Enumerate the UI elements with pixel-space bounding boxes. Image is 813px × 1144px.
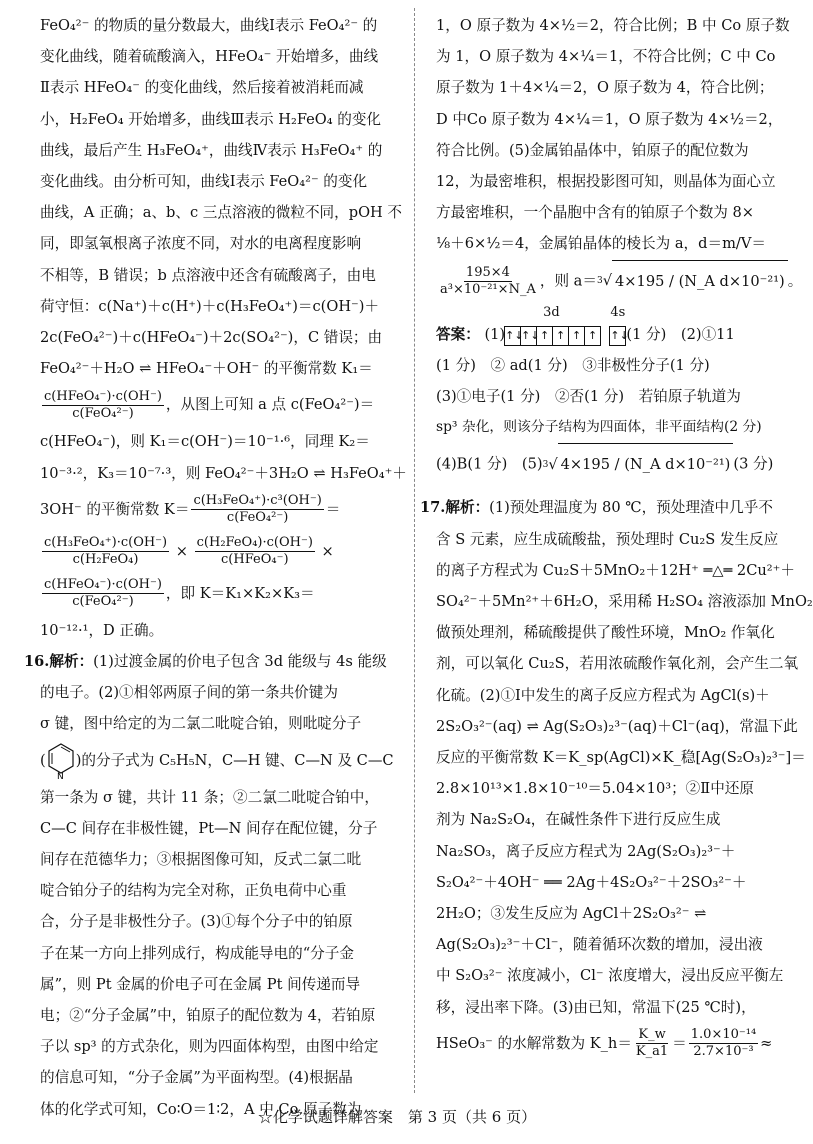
text-line: D 中Co 原子数为 4×¼＝1，O 原子数为 4×½＝2， [436,110,783,128]
text-line: 12，为最密堆积，根据投影图可知，则晶体为面心立 [436,173,776,191]
text-line: 中 S₂O₃²⁻ 浓度减小，Cl⁻ 浓度增大，浸出反应平衡左 [436,967,784,985]
text-line: 合，分子是非极性分子。(3)①每个分子中的铂原 [40,913,353,931]
text-line: 反应的平衡常数 K＝K_sp(AgCl)×K_稳[Ag(S₂O₃)₂³⁻]＝ [436,749,806,767]
text-line: 方最密堆积，一个晶胞中含有的铂原子个数为 8× [436,204,755,222]
text-line: 10⁻³·²，K₃＝10⁻⁷·³，则 FeO₄²⁻＋3H₂O ⇌ H₃FeO₄⁺＋ [40,464,407,482]
product-formula-line: $\frac{\text{c(H₃FeO₄⁺)·c(OH⁻)}}{\text{c(H₂FeO₄)}}$ × $\frac{\text{c(H₂FeO₄)·c(OH⁻)}}{\text{c(HFeO₄⁻)}}$ × [44,535,334,568]
text-line: FeO₄²⁻＋H₂O ⇌ HFeO₄⁻＋OH⁻ 的平衡常数 K₁＝ [40,360,373,378]
text-line: (1 分) ② ad(1 分) ③非极性分子(1 分) [436,356,710,374]
k-fraction: $\frac{\text{c(H₃FeO₄⁺)·c³(OH⁻)}}{\text{c(FeO₄²⁻)}}$ [193,493,322,526]
value-fraction: $\frac{\text{1.0×10⁻¹⁴}}{\text{2.7×10⁻³}}$ [690,1027,757,1060]
text-line: 2H₂O；③发生反应为 AgCl＋2S₂O₃²⁻ ⇌ [436,905,707,923]
q16-label: 16.解析： [24,653,94,671]
text-line: 化硫。(2)①Ⅰ中发生的离子反应方程式为 AgCl(s)＋ [436,686,770,704]
k1-fraction: $\frac{\text{c(HFeO₄⁻)·c(OH⁻)}}{\text{c(FeO₄²⁻)}}$ [44,388,162,421]
text-line: 子以 sp³ 的方式杂化，则为四面体构型，由图中给定 [40,1038,379,1056]
text-line: 剂，可以氧化 Cu₂S，若用浓硫酸作氧化剂，会产生二氧 [436,655,799,673]
q17-first-line: 17.解析：(1)预处理温度为 80 ℃，预处理渣中几乎不 [420,499,773,517]
text-line: 电；②“分子金属”中，铂原子的配位数为 4，若铂原 [40,1007,376,1025]
text-line: 变化曲线。由分析可知，曲线Ⅰ表示 FeO₄²⁻ 的变化 [40,173,368,191]
text-line: 间存在范德华力；③根据图像可知，反式二氯二吡 [40,851,362,869]
text-line: 2.8×10¹³×1.8×10⁻¹⁰＝5.04×10³；②Ⅱ中还原 [436,780,754,798]
text-line: (3)①电子(1 分) ②否(1 分) 若铂原子轨道为 [436,388,741,406]
text-line: SO₄²⁻＋5Mn²⁺＋6H₂O，采用稀 H₂SO₄ 溶液添加 MnO₂ [436,593,813,611]
text-line: S₂O₄²⁻＋4OH⁻ ══ 2Ag＋4S₂O₃²⁻＋2SO₃²⁻＋ [436,873,747,891]
text-line: Ag(S₂O₃)₂³⁻＋Cl⁻，随着循环次数的增加，浸出液 [436,936,763,954]
k1-formula-line: $\frac{\text{c(HFeO₄⁻)·c(OH⁻)}}{\text{c(FeO₄²⁻)}}$ ，从图上可知 a 点 c(FeO₄²⁻)＝ [44,388,375,421]
column-divider [414,8,415,1093]
text-line: C—C 间存在非极性键，Pt—N 间存在配位键，分子 [40,819,378,837]
q16-first-line: 16.解析：(1)过渡金属的价电子包含 3d 能级与 4s 能级 [24,653,387,671]
page-footer: ☆化学试题详解答案 第 3 页（共 6 页） [257,1108,537,1126]
text-line: 荷守恒：c(Na⁺)＋c(H⁺)＋c(H₃FeO₄⁺)＝c(OH⁻)＋ [40,297,380,315]
hydrolysis-line: HSeO₃⁻ 的水解常数为 K_h＝ $\frac{K\_w}{K\_a1}$ ＝ $\frac{\text{1.0×10⁻¹⁴}}{\text{2.7×10⁻³}}$ ≈ [436,1027,773,1060]
text-line: 剂为 Na₂S₂O₄，在碱性条件下进行反应生成 [436,811,721,829]
text-line: 为 1，O 原子数为 4×¼＝1，不符合比例；C 中 Co [436,48,776,66]
text-line: 做预处理剂，稀硫酸提供了酸性环境，MnO₂ 作氧化 [436,624,775,642]
text-line: 移，浸出率下降。(3)由已知，常温下(25 ℃时)， [436,998,756,1016]
orbital-3d: 3d ↑↓↑↓↑ ↑ ↑ ↑ [505,319,601,350]
text-line: 子在某一方向上排列成行，构成能导电的“分子金 [40,944,354,962]
text-line: σ 键，图中给定的为二氯二吡啶合铂，则吡啶分子 [40,715,362,733]
text-line: 含 S 元素，应生成硫酸盐，预处理时 Cu₂S 发生反应 [436,530,779,548]
text-line: 的信息可知，“分子金属”为平面构型。(4)根据晶 [40,1069,353,1087]
kw-fraction: $\frac{K\_w}{K\_a1}$ [635,1027,669,1060]
answer-orbital-line: 答案： (1) 3d ↑↓↑↓↑ ↑ ↑ ↑ 4s ↑↓(1 分) (2)①11 [436,319,776,350]
p1-fraction: $\frac{\text{c(H₃FeO₄⁺)·c(OH⁻)}}{\text{c(H₂FeO₄)}}$ [44,535,168,568]
text-line: 10⁻¹²·¹，D 正确。 [40,621,164,639]
text-line: Ⅱ表示 HFeO₄⁻ 的变化曲线，然后接着被消耗而减 [40,79,364,97]
text-line: FeO₄²⁻ 的物质的量分数最大，曲线Ⅰ表示 FeO₄²⁻ 的 [40,17,378,34]
text-line: 属”，则 Pt 金属的价电子可在金属 Pt 间传递而导 [40,975,361,993]
density-formula-line: $\frac{195\times 4}{\text{a³×10⁻²¹×N\_A}}$ ，则 a＝ 3 √ 4×195 / (N_A d×10⁻²¹) 。 [436,260,776,303]
pyridine-line: ( N )的分子式为 C₅H₅N，C—H 键、C—N 及 C—C [40,740,394,782]
p3-formula-line: $\frac{\text{c(HFeO₄⁻)·c(OH⁻)}}{\text{c(FeO₄²⁻)}}$ ，即 K＝K₁×K₂×K₃＝ [44,577,315,610]
q17-label: 17.解析： [420,499,490,517]
cube-root: 3 √ 4×195 / (N_A d×10⁻²¹) [597,260,788,303]
cube-root: 3 √ 4×195 / (N_A d×10⁻²¹) [543,443,734,486]
text-line: 啶合铂分子的结构为完全对称，正负电荷中心重 [40,882,347,900]
text-line: 曲线，A 正确；a、b、c 三点溶液的微粒不同，pOH 不 [40,204,402,222]
text-line: 2c(FeO₄²⁻)＋c(HFeO₄⁻)＋2c(SO₄²⁻)，C 错误；由 [40,329,383,347]
text-line: sp³ 杂化，则该分子结构为四面体，非平面结构(2 分) [436,419,762,436]
pyridine-ring-icon [46,742,76,780]
text-line: Na₂SO₃，离子反应方程式为 2Ag(S₂O₃)₂³⁻＋ [436,842,736,860]
answer-label: 答案： [436,325,480,343]
text-line: 1，O 原子数为 4×½＝2，符合比例；B 中 Co 原子数 [436,17,790,34]
text-line: 同，即氢氧根离子浓度不同，对水的电离程度影响 [40,235,362,253]
p2-fraction: $\frac{\text{c(H₂FeO₄)·c(OH⁻)}}{\text{c(HFeO₄⁻)}}$ [196,535,313,568]
text-line: 变化曲线，随着硫酸滴入，HFeO₄⁻ 开始增多，曲线 [40,48,379,66]
text-line: 不相等，B 错误；b 点溶液中还含有硫酸离子，由电 [40,266,376,284]
text-line: 小，H₂FeO₄ 开始增多，曲线Ⅲ表示 H₂FeO₄ 的变化 [40,110,382,128]
text-line: 第一条为 σ 键，共计 11 条；②二氯二吡啶合铂中， [40,788,379,806]
text-line: 曲线，最后产生 H₃FeO₄⁺，曲线Ⅳ表示 H₃FeO₄⁺ 的 [40,141,383,159]
p3-fraction: $\frac{\text{c(HFeO₄⁻)·c(OH⁻)}}{\text{c(FeO₄²⁻)}}$ [44,577,162,610]
text-line: 原子数为 1＋4×¼＝2，O 原子数为 4，符合比例； [436,79,774,97]
k-formula-line: 3OH⁻ 的平衡常数 K＝ $\frac{\text{c(H₃FeO₄⁺)·c³(OH⁻)}}{\text{c(FeO₄²⁻)}}$ ＝ [40,493,341,526]
text-line: 2S₂O₃²⁻(aq) ⇌ Ag(S₂O₃)₂³⁻(aq)＋Cl⁻(aq)，常温下此 [436,717,798,735]
right-column [420,10,813,1065]
text-line: c(HFeO₄⁻)，则 K₁＝c(OH⁻)＝10⁻¹·⁶，同理 K₂＝ [40,433,370,451]
text-line: 体的化学式可知，Co∶O＝1∶2，A 中 Co 原子数为 [40,1100,362,1118]
text-line: ⅛＋6×½＝4，金属铂晶体的棱长为 a，d＝m/V＝ [436,235,766,253]
text-line: 的离子方程式为 Cu₂S＋5MnO₂＋12H⁺ ═△═ 2Cu²⁺＋ [436,561,795,579]
text-line: 的电子。(2)①相邻两原子间的第一条共价键为 [40,684,338,702]
answer-last-line: (4)B(1 分) (5) 3 √ 4×195 / (N_A d×10⁻²¹) (3 分) [436,443,776,486]
density-fraction: $\frac{195\times 4}{\text{a³×10⁻²¹×N\_A}}$ [440,264,536,297]
left-text-block [40,10,402,384]
svg-text:N: N [56,771,64,782]
orbital-4s: 4s ↑↓ [610,319,626,350]
text-line: 符合比例。(5)金属铂晶体中，铂原子的配位数为 [436,141,749,159]
